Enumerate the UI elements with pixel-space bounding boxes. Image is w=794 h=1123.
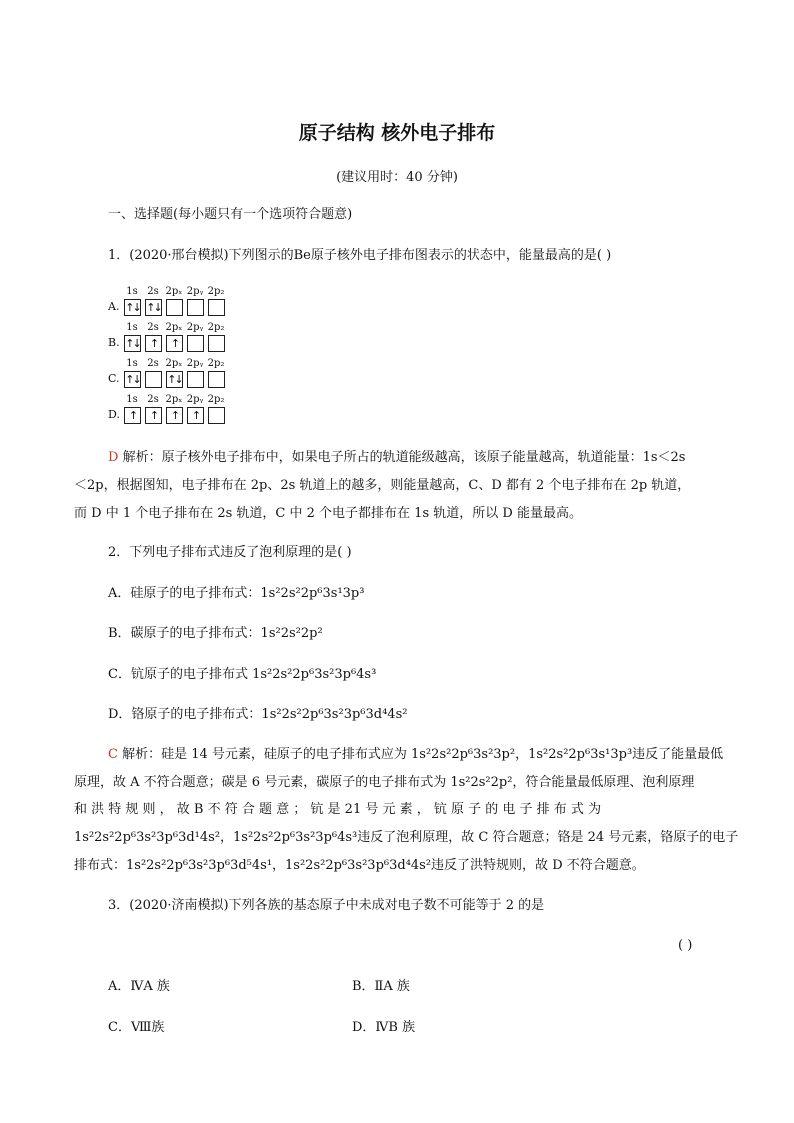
orbital-box xyxy=(208,335,225,352)
orbital-box: ↑ xyxy=(187,407,204,424)
option-letter: B. xyxy=(108,336,120,349)
q2-analysis-line-2: 原理，故 A 不符合题意；碳是 6 号元素，碳原子的电子排布式为 1s²2s²2p²，符合能量最低原理、泡利原理 xyxy=(74,775,695,790)
q1-analysis-line-1 xyxy=(108,449,685,467)
orbital-label: 2pᵧ xyxy=(186,286,204,297)
orbital-label: 1s xyxy=(126,358,138,369)
orbital-label: 2s xyxy=(147,322,159,333)
q2-analysis-line-4: 1s²2s²2p⁶3s²3p⁶3d¹4s²，1s²2s²2p⁶3s²3p⁶4s³违反了泡利原理，故 C 符合题意；铬是 24 号元素，铬原子的电子 xyxy=(74,830,739,845)
orbital-label: 2p₂ xyxy=(207,394,225,405)
q3-option-a: A．ⅣA 族 xyxy=(108,979,170,994)
q2-analysis-line-5: 排布式：1s²2s²2p⁶3s²3p⁶3d⁵4s¹，1s²2s²2p⁶3s²3p⁶3d⁴4s²违反了洪特规则，故 D 不符合题意。 xyxy=(74,858,645,873)
section-heading: 一、选择题(每小题只有一个选项符合题意) xyxy=(108,207,353,222)
q2-stem: 2．下列电子排布式违反了泡利原理的是( ) xyxy=(108,545,352,560)
q3-stem: 3．(2020·济南模拟)下列各族的基态原子中未成对电子数不可能等于 2 的是 xyxy=(108,898,545,913)
orbital-box xyxy=(208,407,225,424)
orbital-label: 2s xyxy=(147,358,159,369)
orbital-box xyxy=(187,299,204,316)
orbital-label: 2p₂ xyxy=(207,358,225,369)
q2-option-d: D．铬原子的电子排布式：1s²2s²2p⁶3s²3p⁶3d⁴4s² xyxy=(108,707,408,722)
orbital-box: ↑↓ xyxy=(125,373,140,386)
q1-stem: 1．(2020·邢台模拟)下列图示的Be原子核外电子排布图表示的状态中，能量最高的是( ) xyxy=(108,248,612,263)
orbital-label: 2pᵧ xyxy=(186,322,204,333)
orbital-label: 1s xyxy=(126,322,138,333)
orbital-box: ↑↓ xyxy=(146,301,161,314)
orbital-box: ↑↓ xyxy=(167,373,182,386)
orbital-box xyxy=(208,371,225,388)
orbital-box xyxy=(166,299,183,316)
orbital-box xyxy=(145,371,162,388)
page-title: 原子结构 核外电子排布 xyxy=(298,122,496,144)
q3-option-d: D．ⅣB 族 xyxy=(352,1020,416,1035)
q3-answer-blank: ( ) xyxy=(678,938,693,953)
q3-option-c: C．Ⅷ族 xyxy=(108,1020,165,1035)
orbital-label: 2pₓ xyxy=(165,394,183,405)
option-letter: A. xyxy=(108,300,120,313)
orbital-label: 2pₓ xyxy=(165,286,183,297)
q2-option-b: B．碳原子的电子排布式：1s²2s²2p² xyxy=(108,626,323,641)
orbital-label: 2pᵧ xyxy=(186,358,204,369)
q1-analysis-line-3: 而 D 中 1 个电子排布在 2s 轨道，C 中 2 个电子都排布在 1s 轨道，所以 D 能量最高。 xyxy=(74,506,582,521)
orbital-box: ↑↓ xyxy=(125,301,140,314)
option-letter: C. xyxy=(108,372,120,385)
q2-analysis-line-1 xyxy=(108,746,723,764)
q2-answer-letter: C xyxy=(108,747,118,762)
orbital-box xyxy=(187,371,204,388)
orbital-label: 2s xyxy=(147,394,159,405)
orbital-box: ↑ xyxy=(166,407,183,424)
orbital-box: ↑ xyxy=(145,335,162,352)
q2-option-a: A．硅原子的电子排布式：1s²2s²2p⁶3s¹3p³ xyxy=(108,586,365,601)
orbital-label: 2p₂ xyxy=(207,322,225,333)
suggested-time: (建议用时：40 分钟) xyxy=(336,170,458,185)
orbital-box: ↑ xyxy=(166,335,183,352)
orbital-label: 2pₓ xyxy=(165,358,183,369)
orbital-label: 2s xyxy=(147,286,159,297)
q1-analysis-line-2: ＜2p，根据图知，电子排布在 2p、2s 轨道上的越多，则能量越高，C、D 都有 2 个电子排布在 2p 轨道， xyxy=(74,478,691,493)
q2-analysis-line-3: 和 洪 特 规 则 ， 故 B 不 符 合 题 意 ； 钪 是 21 号 元 素 ， 钪 原 子 的 电 子 排 布 式 为 xyxy=(74,802,602,817)
orbital-box: ↑↓ xyxy=(125,337,140,350)
orbital-box xyxy=(187,335,204,352)
q2-option-c: C．钪原子的电子排布式 1s²2s²2p⁶3s²3p⁶4s³ xyxy=(108,667,377,682)
option-letter: D. xyxy=(108,408,120,421)
q2-analysis-text-1: 解析：硅是 14 号元素，硅原子的电子排布式应为 1s²2s²2p⁶3s²3p²，1s²2s²2p⁶3s¹3p³违反了能量最低 xyxy=(117,747,724,762)
orbital-label: 2pᵧ xyxy=(186,394,204,405)
orbital-label: 1s xyxy=(126,394,138,405)
orbital-label: 2pₓ xyxy=(165,322,183,333)
q1-analysis-text-1: 解析：原子核外电子排布中，如果电子所占的轨道能级越高，该原子能量越高，轨道能量：1s＜2s xyxy=(118,450,686,465)
orbital-label: 2p₂ xyxy=(207,286,225,297)
q3-option-b: B．ⅡA 族 xyxy=(352,979,410,994)
orbital-box: ↑ xyxy=(124,407,141,424)
orbital-label: 1s xyxy=(126,286,138,297)
orbital-box xyxy=(208,299,225,316)
orbital-box: ↑ xyxy=(145,407,162,424)
q1-answer-letter: D xyxy=(108,450,119,465)
